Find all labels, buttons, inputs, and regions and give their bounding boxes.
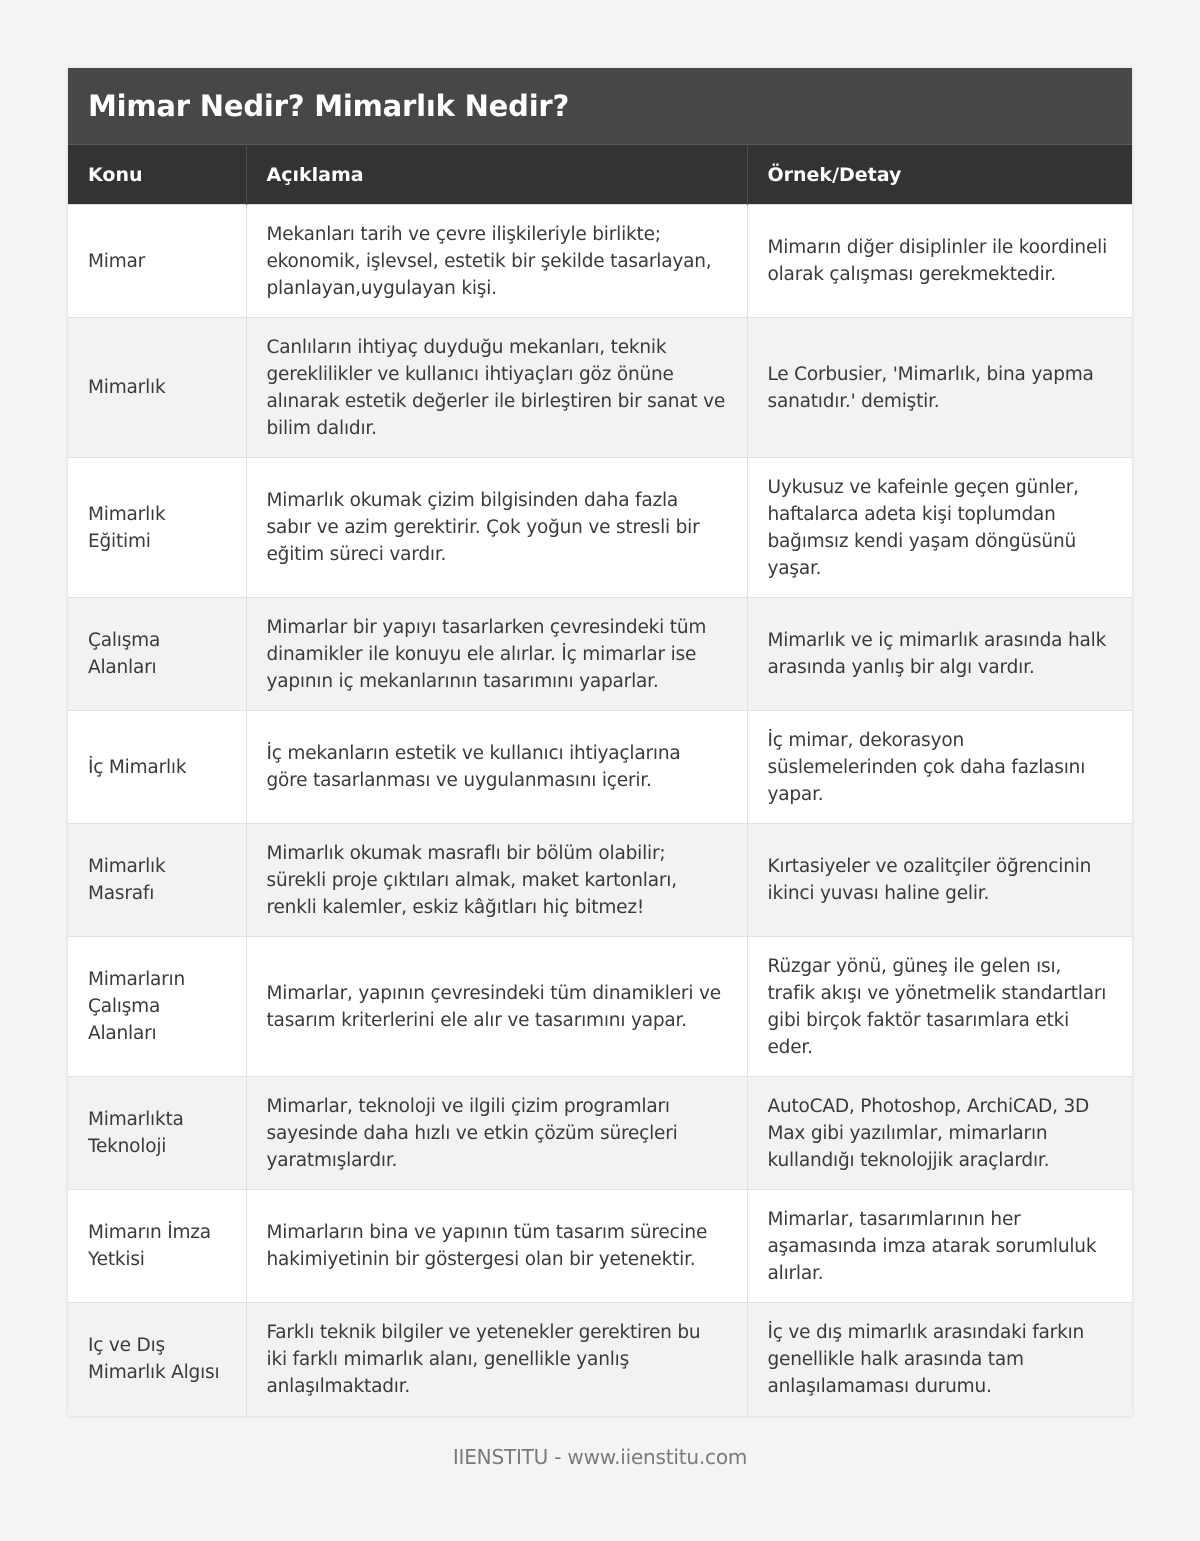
cell-detail: Rüzgar yönü, güneş ile gelen ısı, trafik akışı ve yönetmelik standartları gibi birçok faktör tasarımlara etki eder.: [747, 937, 1132, 1077]
cell-description: Mekanları tarih ve çevre ilişkileriyle birlikte; ekonomik, işlevsel, estetik bir şekilde tasarlayan, planlayan,uygulayan kişi.: [246, 205, 747, 318]
cell-description: Mimarlar, yapının çevresindeki tüm dinamikleri ve tasarım kriterlerini ele alır ve tasarımını yapar.: [246, 937, 747, 1077]
footer-credit: IIENSTITU - www.iienstitu.com: [452, 1445, 748, 1469]
cell-description: Mimarlar, teknoloji ve ilgili çizim programları sayesinde daha hızlı ve etkin çözüm süreçleri yaratmışlardır.: [246, 1077, 747, 1190]
cell-description: Canlıların ihtiyaç duyduğu mekanları, teknik gereklilikler ve kullanıcı ihtiyaçları göz önüne alınarak estetik değerler ile birleştiren bir sanat ve bilim dalıdır.: [246, 318, 747, 458]
cell-description: İç mekanların estetik ve kullanıcı ihtiyaçlarına göre tasarlanması ve uygulanmasını içerir.: [246, 711, 747, 824]
column-header-description: Açıklama: [246, 145, 747, 205]
table-row: [68, 1190, 1132, 1303]
cell-topic: Mimarın İmza Yetkisi: [68, 1190, 246, 1303]
table-title: Mimar Nedir? Mimarlık Nedir?: [68, 68, 1132, 144]
table-card: [68, 68, 1132, 1416]
header-row: [68, 145, 1132, 205]
cell-topic: İç Mimarlık: [68, 711, 246, 824]
table-row: [68, 205, 1132, 318]
cell-description: Farklı teknik bilgiler ve yetenekler gerektiren bu iki farklı mimarlık alanı, genellikle yanlış anlaşılmaktadır.: [246, 1303, 747, 1416]
table-row: [68, 318, 1132, 458]
cell-topic: Mimarlık Eğitimi: [68, 458, 246, 598]
cell-detail: Kırtasiyeler ve ozalitçiler öğrencinin ikinci yuvası haline gelir.: [747, 824, 1132, 937]
cell-topic: Mimarlıkta Teknoloji: [68, 1077, 246, 1190]
cell-topic: Çalışma Alanları: [68, 598, 246, 711]
cell-topic: Mimar: [68, 205, 246, 318]
cell-detail: Le Corbusier, 'Mimarlık, bina yapma sanatıdır.' demiştir.: [747, 318, 1132, 458]
cell-description: Mimarlık okumak masraflı bir bölüm olabilir; sürekli proje çıktıları almak, maket kartonları, renkli kalemler, eskiz kâğıtları hiç bitmez!: [246, 824, 747, 937]
table-row: [68, 1303, 1132, 1416]
cell-detail: Mimarlık ve iç mimarlık arasında halk arasında yanlış bir algı vardır.: [747, 598, 1132, 711]
cell-detail: Mimarın diğer disiplinler ile koordineli olarak çalışması gerekmektedir.: [747, 205, 1132, 318]
data-table: [68, 144, 1132, 1416]
cell-topic: Mimarların Çalışma Alanları: [68, 937, 246, 1077]
cell-description: Mimarlar bir yapıyı tasarlarken çevresindeki tüm dinamikler ile konuyu ele alırlar. İç mimarlar ise yapının iç mekanlarının tasarımını yaparlar.: [246, 598, 747, 711]
cell-topic: Mimarlık: [68, 318, 246, 458]
cell-description: Mimarların bina ve yapının tüm tasarım sürecine hakimiyetinin bir göstergesi olan bir yetenektir.: [246, 1190, 747, 1303]
table-row: [68, 458, 1132, 598]
table-row: [68, 711, 1132, 824]
cell-detail: AutoCAD, Photoshop, ArchiCAD, 3D Max gibi yazılımlar, mimarların kullandığı teknolojjik araçlardır.: [747, 1077, 1132, 1190]
cell-detail: İç mimar, dekorasyon süslemelerinden çok daha fazlasını yapar.: [747, 711, 1132, 824]
cell-detail: Uykusuz ve kafeinle geçen günler, haftalarca adeta kişi toplumdan bağımsız kendi yaşam döngüsünü yaşar.: [747, 458, 1132, 598]
table-row: [68, 937, 1132, 1077]
column-header-topic: Konu: [68, 145, 246, 205]
cell-topic: Mimarlık Masrafı: [68, 824, 246, 937]
column-header-detail: Örnek/Detay: [747, 145, 1132, 205]
table-row: [68, 598, 1132, 711]
table-row: [68, 1077, 1132, 1190]
table-row: [68, 824, 1132, 937]
cell-description: Mimarlık okumak çizim bilgisinden daha fazla sabır ve azim gerektirir. Çok yoğun ve stresli bir eğitim süreci vardır.: [246, 458, 747, 598]
cell-topic: Iç ve Dış Mimarlık Algısı: [68, 1303, 246, 1416]
cell-detail: İç ve dış mimarlık arasındaki farkın genellikle halk arasında tam anlaşılamaması durumu.: [747, 1303, 1132, 1416]
cell-detail: Mimarlar, tasarımlarının her aşamasında imza atarak sorumluluk alırlar.: [747, 1190, 1132, 1303]
